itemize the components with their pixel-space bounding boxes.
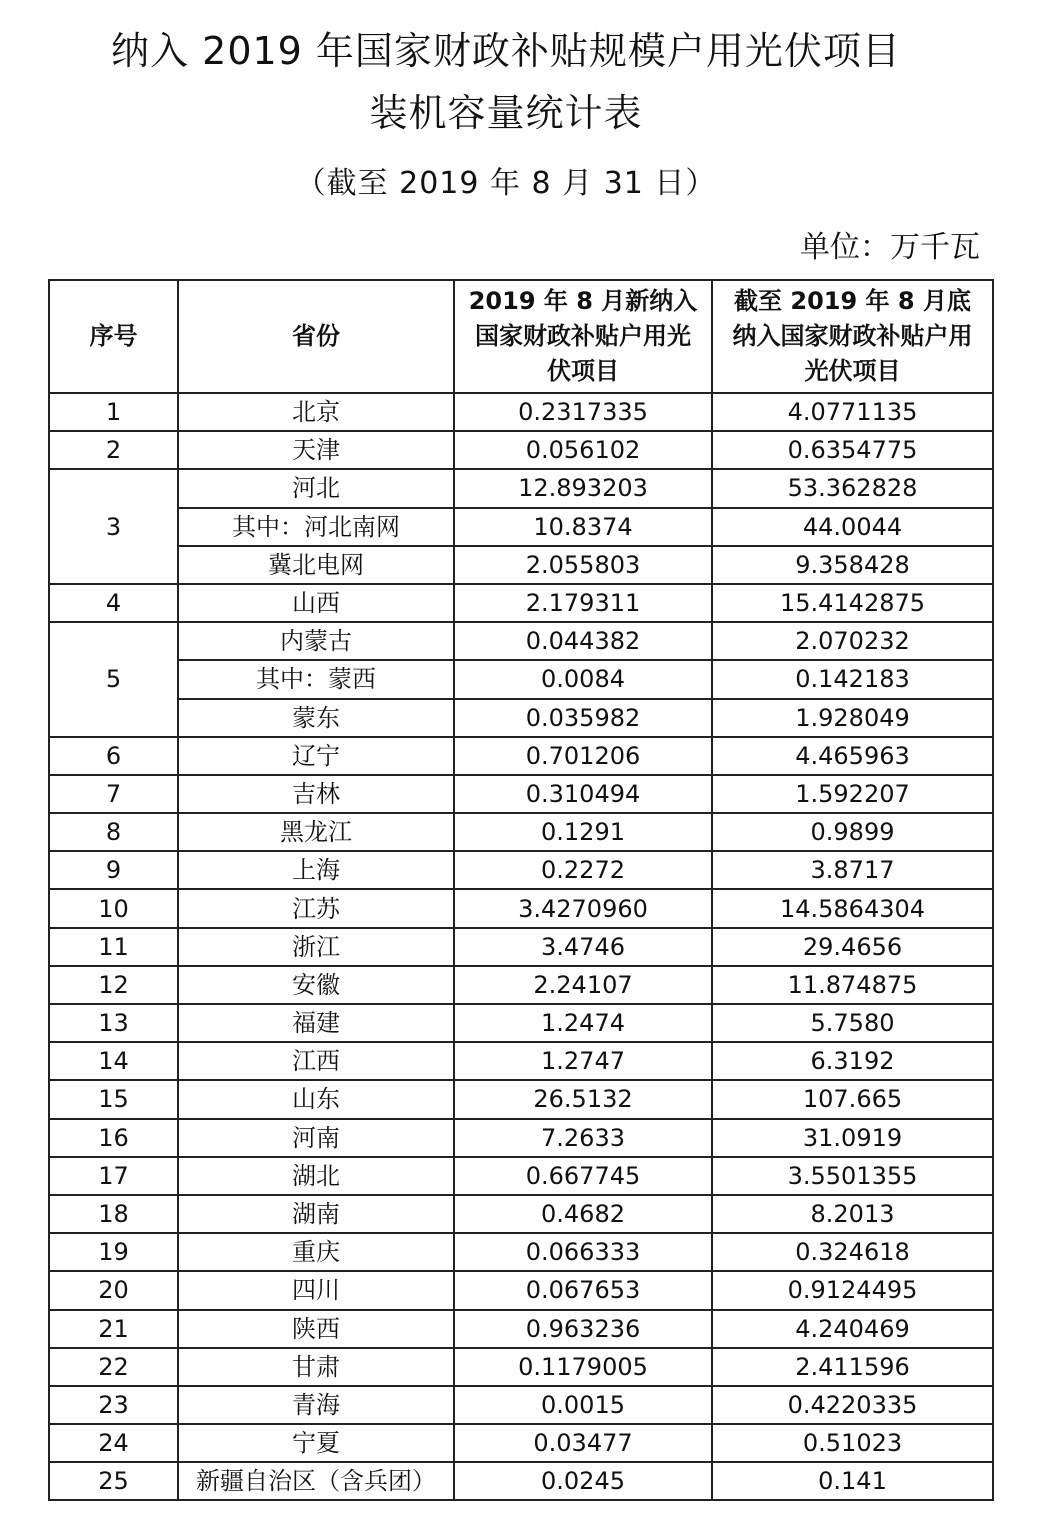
row-seq: 10 xyxy=(49,889,178,927)
header-row xyxy=(49,280,993,393)
row-province: 吉林 xyxy=(178,775,454,813)
row-total-capacity: 31.0919 xyxy=(712,1119,993,1157)
row-new-capacity: 0.056102 xyxy=(454,431,712,469)
row-seq: 9 xyxy=(49,851,178,889)
row-total-capacity: 0.141 xyxy=(712,1462,993,1500)
table-row xyxy=(49,1004,993,1042)
row-seq: 21 xyxy=(49,1310,178,1348)
table-row xyxy=(49,1271,993,1309)
row-total-capacity: 14.5864304 xyxy=(712,889,993,927)
row-seq: 5 xyxy=(49,622,178,737)
row-total-capacity: 29.4656 xyxy=(712,928,993,966)
table-body xyxy=(49,393,993,1500)
row-province: 江西 xyxy=(178,1042,454,1080)
row-seq: 24 xyxy=(49,1424,178,1462)
row-province: 北京 xyxy=(178,393,454,431)
table-row xyxy=(49,1348,993,1386)
row-new-capacity: 0.1291 xyxy=(454,813,712,851)
table-row xyxy=(49,469,993,507)
row-province: 甘肃 xyxy=(178,1348,454,1386)
row-total-capacity: 0.4220335 xyxy=(712,1386,993,1424)
row-province: 河南 xyxy=(178,1119,454,1157)
row-total-capacity: 0.51023 xyxy=(712,1424,993,1462)
row-new-capacity: 1.2747 xyxy=(454,1042,712,1080)
table-row xyxy=(49,1195,993,1233)
row-total-capacity: 107.665 xyxy=(712,1080,993,1118)
table-row xyxy=(49,928,993,966)
row-seq: 1 xyxy=(49,393,178,431)
table-row xyxy=(49,546,993,584)
row-new-capacity: 0.03477 xyxy=(454,1424,712,1462)
row-seq: 2 xyxy=(49,431,178,469)
row-province: 安徽 xyxy=(178,966,454,1004)
row-province: 冀北电网 xyxy=(178,546,454,584)
table-row xyxy=(49,431,993,469)
row-new-capacity: 0.2317335 xyxy=(454,393,712,431)
title-line-1: 纳入 2019 年国家财政补贴规模户用光伏项目 xyxy=(111,29,901,73)
row-new-capacity: 0.066333 xyxy=(454,1233,712,1271)
row-total-capacity: 0.9124495 xyxy=(712,1271,993,1309)
row-seq: 14 xyxy=(49,1042,178,1080)
table-row xyxy=(49,813,993,851)
row-total-capacity: 53.362828 xyxy=(712,469,993,507)
row-total-capacity: 0.6354775 xyxy=(712,431,993,469)
row-total-capacity: 44.0044 xyxy=(712,508,993,546)
row-new-capacity: 0.0245 xyxy=(454,1462,712,1500)
table-row xyxy=(49,622,993,660)
row-seq: 17 xyxy=(49,1157,178,1195)
row-total-capacity: 1.928049 xyxy=(712,699,993,737)
row-total-capacity: 4.240469 xyxy=(712,1310,993,1348)
table-row xyxy=(49,393,993,431)
table-row xyxy=(49,1042,993,1080)
row-new-capacity: 0.310494 xyxy=(454,775,712,813)
row-new-capacity: 26.5132 xyxy=(454,1080,712,1118)
row-seq: 25 xyxy=(49,1462,178,1500)
header-province: 省份 xyxy=(178,280,454,393)
row-new-capacity: 0.044382 xyxy=(454,622,712,660)
capacity-table xyxy=(48,279,994,1501)
row-province: 山西 xyxy=(178,584,454,622)
header-cumulative: 截至 2019 年 8 月底纳入国家财政补贴户用光伏项目 xyxy=(712,280,993,393)
row-new-capacity: 2.055803 xyxy=(454,546,712,584)
row-new-capacity: 10.8374 xyxy=(454,508,712,546)
row-province: 浙江 xyxy=(178,928,454,966)
header-seq: 序号 xyxy=(49,280,178,393)
row-total-capacity: 3.5501355 xyxy=(712,1157,993,1195)
row-total-capacity: 6.3192 xyxy=(712,1042,993,1080)
row-province: 陕西 xyxy=(178,1310,454,1348)
row-seq: 16 xyxy=(49,1119,178,1157)
row-total-capacity: 5.7580 xyxy=(712,1004,993,1042)
row-total-capacity: 4.465963 xyxy=(712,737,993,775)
row-seq: 8 xyxy=(49,813,178,851)
row-province: 福建 xyxy=(178,1004,454,1042)
row-seq: 22 xyxy=(49,1348,178,1386)
row-province: 四川 xyxy=(178,1271,454,1309)
table-row xyxy=(49,584,993,622)
row-seq: 13 xyxy=(49,1004,178,1042)
row-total-capacity: 8.2013 xyxy=(712,1195,993,1233)
row-total-capacity: 15.4142875 xyxy=(712,584,993,622)
row-province: 湖南 xyxy=(178,1195,454,1233)
table-row xyxy=(49,851,993,889)
title-line-2: 装机容量统计表 xyxy=(369,91,643,135)
row-new-capacity: 0.4682 xyxy=(454,1195,712,1233)
row-new-capacity: 3.4270960 xyxy=(454,889,712,927)
row-province: 其中：河北南网 xyxy=(178,508,454,546)
row-province: 黑龙江 xyxy=(178,813,454,851)
table-row xyxy=(49,1233,993,1271)
row-total-capacity: 0.142183 xyxy=(712,660,993,698)
row-total-capacity: 4.0771135 xyxy=(712,393,993,431)
row-seq: 18 xyxy=(49,1195,178,1233)
table-row xyxy=(49,775,993,813)
row-province: 上海 xyxy=(178,851,454,889)
row-new-capacity: 0.963236 xyxy=(454,1310,712,1348)
row-seq: 3 xyxy=(49,469,178,584)
row-province: 蒙东 xyxy=(178,699,454,737)
table-row xyxy=(49,660,993,698)
row-seq: 4 xyxy=(49,584,178,622)
row-seq: 12 xyxy=(49,966,178,1004)
row-new-capacity: 0.2272 xyxy=(454,851,712,889)
row-new-capacity: 2.24107 xyxy=(454,966,712,1004)
row-new-capacity: 0.1179005 xyxy=(454,1348,712,1386)
row-province: 江苏 xyxy=(178,889,454,927)
row-new-capacity: 12.893203 xyxy=(454,469,712,507)
row-new-capacity: 3.4746 xyxy=(454,928,712,966)
row-province: 河北 xyxy=(178,469,454,507)
table-row xyxy=(49,1310,993,1348)
date-subtitle: （截至 2019 年 8 月 31 日） xyxy=(295,166,717,201)
row-new-capacity: 0.0015 xyxy=(454,1386,712,1424)
row-new-capacity: 0.035982 xyxy=(454,699,712,737)
table-row xyxy=(49,889,993,927)
row-seq: 11 xyxy=(49,928,178,966)
row-new-capacity: 0.701206 xyxy=(454,737,712,775)
table-row xyxy=(49,508,993,546)
row-new-capacity: 1.2474 xyxy=(454,1004,712,1042)
row-province: 山东 xyxy=(178,1080,454,1118)
row-new-capacity: 7.2633 xyxy=(454,1119,712,1157)
row-seq: 19 xyxy=(49,1233,178,1271)
row-total-capacity: 0.9899 xyxy=(712,813,993,851)
row-province: 天津 xyxy=(178,431,454,469)
table-row xyxy=(49,1157,993,1195)
row-total-capacity: 3.8717 xyxy=(712,851,993,889)
row-seq: 6 xyxy=(49,737,178,775)
row-new-capacity: 0.0084 xyxy=(454,660,712,698)
row-new-capacity: 0.067653 xyxy=(454,1271,712,1309)
row-total-capacity: 0.324618 xyxy=(712,1233,993,1271)
row-province: 内蒙古 xyxy=(178,622,454,660)
row-province: 新疆自治区（含兵团） xyxy=(178,1462,454,1500)
table-row xyxy=(49,966,993,1004)
row-province: 青海 xyxy=(178,1386,454,1424)
row-total-capacity: 9.358428 xyxy=(712,546,993,584)
row-total-capacity: 11.874875 xyxy=(712,966,993,1004)
table-row xyxy=(49,1080,993,1118)
row-seq: 15 xyxy=(49,1080,178,1118)
row-new-capacity: 0.667745 xyxy=(454,1157,712,1195)
row-seq: 7 xyxy=(49,775,178,813)
row-total-capacity: 2.411596 xyxy=(712,1348,993,1386)
row-new-capacity: 2.179311 xyxy=(454,584,712,622)
table-row xyxy=(49,699,993,737)
row-total-capacity: 2.070232 xyxy=(712,622,993,660)
row-seq: 20 xyxy=(49,1271,178,1309)
table-row xyxy=(49,1386,993,1424)
row-province: 宁夏 xyxy=(178,1424,454,1462)
row-province: 辽宁 xyxy=(178,737,454,775)
table-row xyxy=(49,1424,993,1462)
row-total-capacity: 1.592207 xyxy=(712,775,993,813)
header-new-aug: 2019 年 8 月新纳入国家财政补贴户用光伏项目 xyxy=(454,280,712,393)
row-province: 重庆 xyxy=(178,1233,454,1271)
table-row xyxy=(49,1119,993,1157)
row-seq: 23 xyxy=(49,1386,178,1424)
row-province: 湖北 xyxy=(178,1157,454,1195)
table-row xyxy=(49,1462,993,1500)
table-row xyxy=(49,737,993,775)
unit-label: 单位：万千瓦 xyxy=(800,230,980,265)
row-province: 其中：蒙西 xyxy=(178,660,454,698)
